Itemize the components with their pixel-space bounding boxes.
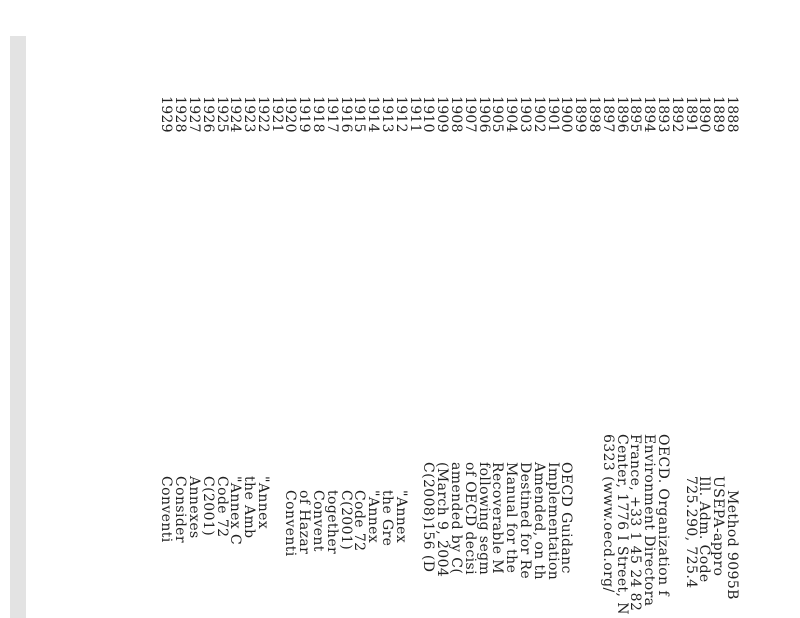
line-number: 1889 bbox=[710, 96, 727, 133]
reference-line: "Annex bbox=[254, 476, 271, 530]
line-number: 1926 bbox=[199, 96, 216, 133]
reference-line: Convent bbox=[310, 490, 327, 552]
reference-line: Center, 1776 I Street, N bbox=[613, 434, 630, 615]
reference-line: OECD Guidanc bbox=[558, 462, 575, 574]
line-number: 1894 bbox=[641, 96, 658, 133]
document-page bbox=[26, 36, 800, 618]
reference-line bbox=[586, 434, 600, 618]
reference-line: C(2001) bbox=[199, 476, 216, 537]
reference-line: (March 9, 2004 bbox=[434, 462, 451, 578]
reference-line: Environment Directora bbox=[641, 434, 658, 607]
line-number: 1912 bbox=[392, 96, 409, 133]
reference-line: C(2008)156 (D bbox=[420, 462, 437, 573]
line-number: 1928 bbox=[172, 96, 189, 133]
line-number: 1891 bbox=[682, 96, 699, 133]
reference-line: of Hazar bbox=[296, 490, 313, 555]
line-number: 1921 bbox=[268, 96, 285, 133]
line-number: 1888 bbox=[724, 96, 740, 133]
line-number-column bbox=[159, 96, 738, 176]
line-number: 1925 bbox=[213, 96, 230, 133]
reference-line: following segm bbox=[475, 462, 492, 576]
reference-line: Code 72 bbox=[213, 476, 230, 538]
line-number: 1899 bbox=[572, 96, 589, 133]
line-number: 1902 bbox=[530, 96, 547, 133]
reference-line: of OECD decisi bbox=[461, 462, 478, 575]
reference-line: USEPA-appro bbox=[710, 476, 727, 577]
line-number: 1895 bbox=[627, 96, 644, 133]
reference-list bbox=[159, 434, 738, 618]
line-number: 1923 bbox=[241, 96, 258, 133]
line-number: 1917 bbox=[323, 96, 340, 133]
reference-line: C(2001) bbox=[337, 490, 354, 551]
line-number: 1919 bbox=[296, 96, 313, 133]
reference-line: Conventi bbox=[282, 490, 299, 557]
page-edge-shadow bbox=[10, 36, 26, 618]
reference-line: OECD. Organization f bbox=[655, 434, 672, 596]
reference-line bbox=[669, 434, 683, 618]
reference-line: the Gre bbox=[379, 490, 396, 547]
reference-line bbox=[407, 434, 421, 618]
reference-line: the Amb bbox=[241, 476, 258, 539]
line-number: 1929 bbox=[158, 96, 175, 133]
reference-line: Implementation bbox=[544, 462, 561, 581]
reference-line: Amended, on th bbox=[530, 462, 547, 580]
reference-line: Recoverable M bbox=[489, 462, 506, 575]
reference-line: Conventi bbox=[158, 476, 175, 543]
line-number: 1903 bbox=[517, 96, 534, 133]
line-number: 1892 bbox=[668, 96, 685, 133]
line-number: 1911 bbox=[406, 96, 423, 133]
reference-line: Manual for the bbox=[503, 462, 520, 574]
line-number: 1897 bbox=[599, 96, 616, 133]
line-number: 1904 bbox=[503, 96, 520, 133]
reference-line: Annexes bbox=[185, 476, 202, 539]
reference-line: "Annex bbox=[365, 490, 382, 544]
line-number: 1907 bbox=[461, 96, 478, 133]
reference-line bbox=[572, 434, 586, 618]
reference-line bbox=[269, 434, 283, 618]
reference-line: 725.290, 725.4 bbox=[682, 476, 699, 589]
line-number: 1905 bbox=[489, 96, 506, 133]
line-number: 1916 bbox=[337, 96, 354, 133]
line-number: 1909 bbox=[434, 96, 451, 133]
line-number: 1924 bbox=[227, 96, 244, 133]
line-number: 1906 bbox=[475, 96, 492, 133]
line-number: 1893 bbox=[655, 96, 672, 133]
reference-line: "Annex bbox=[392, 490, 409, 544]
line-number: 1910 bbox=[420, 96, 437, 133]
reference-line: together bbox=[323, 490, 340, 555]
line-number: 1896 bbox=[613, 96, 630, 133]
line-number: 1908 bbox=[448, 96, 465, 133]
rotated-text-block bbox=[138, 96, 738, 618]
line-number: 1927 bbox=[185, 96, 202, 133]
reference-line: Ill. Adm. Code bbox=[696, 476, 713, 583]
reference-line: France, +33 1 45 24 82 bbox=[627, 434, 644, 612]
line-number: 1898 bbox=[586, 96, 603, 133]
reference-line: Method 9095B bbox=[724, 490, 740, 600]
line-number: 1922 bbox=[254, 96, 271, 133]
reference-line: Code 72 bbox=[351, 490, 368, 552]
reference-line: 6323 (www.oecd.org/ bbox=[599, 434, 616, 593]
line-number: 1901 bbox=[544, 96, 561, 133]
reference-line: Consider bbox=[172, 476, 189, 543]
line-number: 1900 bbox=[558, 96, 575, 133]
reference-line: "Annex C bbox=[227, 476, 244, 546]
line-number: 1918 bbox=[310, 96, 327, 133]
line-number: 1915 bbox=[351, 96, 368, 133]
line-number: 1913 bbox=[379, 96, 396, 133]
line-number: 1914 bbox=[365, 96, 382, 133]
line-number: 1920 bbox=[282, 96, 299, 133]
reference-line: amended by C( bbox=[448, 462, 465, 575]
line-number: 1890 bbox=[696, 96, 713, 133]
reference-line: Destined for Re bbox=[517, 462, 534, 580]
